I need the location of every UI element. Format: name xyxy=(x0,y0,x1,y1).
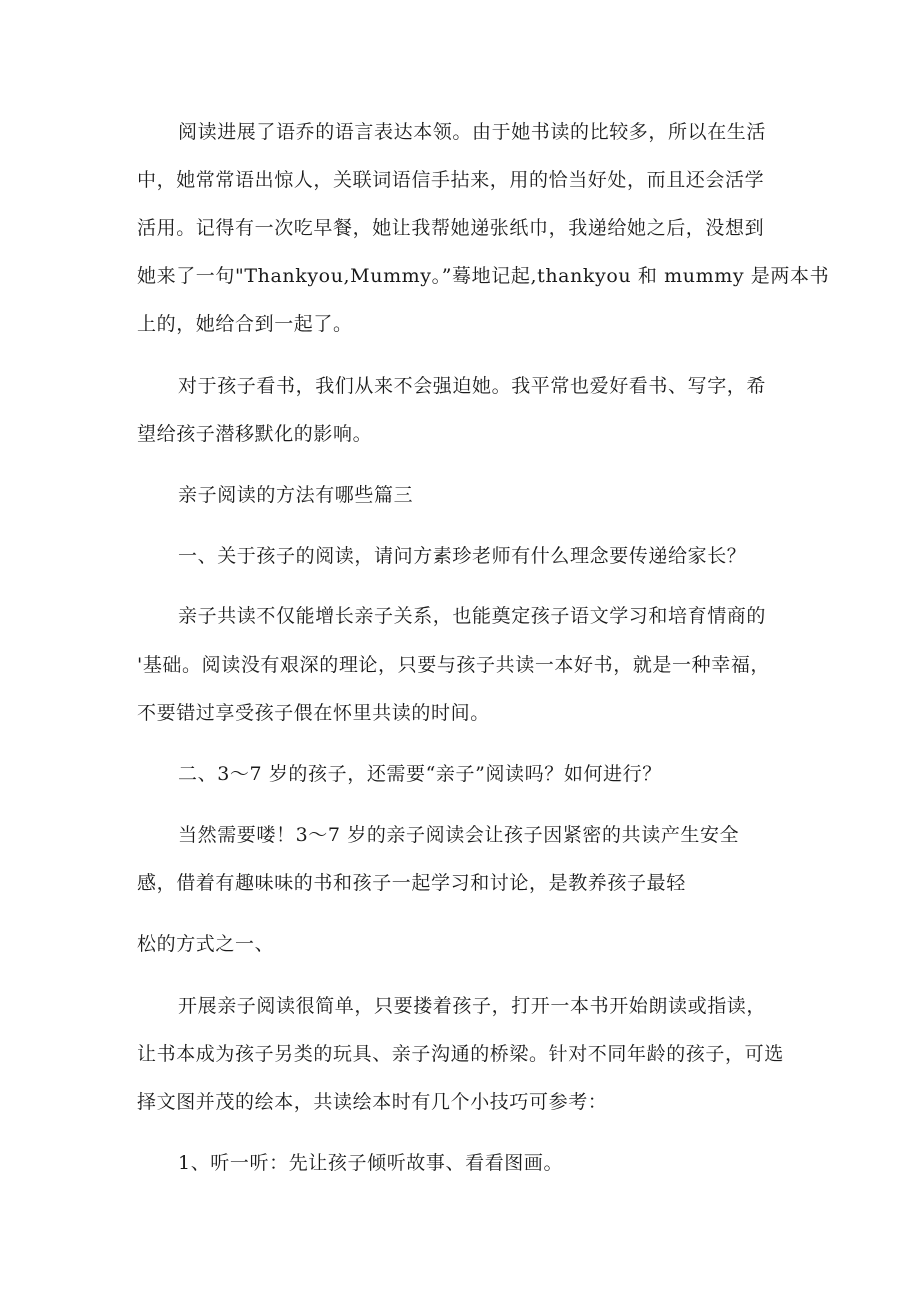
answer-1-line-2: '基础。阅读没有艰深的理论，只要与孩子共读一本好书，就是一种幸福， xyxy=(137,654,771,676)
answer-2-line-1: 当然需要喽！3～7 岁的亲子阅读会让孩子因紧密的共读产生安全 xyxy=(178,824,740,846)
method-line-1: 开展亲子阅读很简单，只要搂着孩子，打开一本书开始朗读或指读， xyxy=(178,995,767,1017)
answer-1-line-1: 亲子共读不仅能增长亲子关系，也能奠定孩子语文学习和培育情商的 xyxy=(178,605,767,627)
paragraph-2-line-1: 对于孩子看书，我们从来不会强迫她。我平常也爱好看书、写字，希 xyxy=(178,375,767,397)
method-line-3: 择文图并茂的绘本，共读绘本时有几个小技巧可参考： xyxy=(137,1091,608,1113)
tip-1: 1、听一听：先让孩子倾听故事、看看图画。 xyxy=(178,1152,564,1174)
question-2: 二、3～7 岁的孩子，还需要“亲子”阅读吗？如何进行？ xyxy=(178,763,662,785)
method-line-2: 让书本成为孩子另类的玩具、亲子沟通的桥梁。针对不同年龄的孩子，可选 xyxy=(137,1043,784,1065)
paragraph-1-line-5: 上的，她给合到一起了。 xyxy=(137,313,353,335)
paragraph-1-line-3: 活用。记得有一次吃早餐，她让我帮她递张纸巾，我递给她之后，没想到 xyxy=(137,217,765,239)
answer-2-line-3: 松的方式之一、 xyxy=(137,933,275,955)
answer-2-line-2: 感，借着有趣味味的书和孩子一起学习和讨论，是教养孩子最轻 xyxy=(137,872,686,894)
answer-1-line-3: 不要错过享受孩子偎在怀里共读的时间。 xyxy=(137,702,490,724)
question-1: 一、关于孩子的阅读，请问方素珍老师有什么理念要传递给家长？ xyxy=(178,545,747,567)
paragraph-1-line-2: 中，她常常语出惊人，关联词语信手拈来，用的恰当好处，而且还会活学 xyxy=(137,169,765,191)
paragraph-1-line-1: 阅读进展了语乔的语言表达本领。由于她书读的比较多，所以在生活 xyxy=(178,121,767,143)
paragraph-1-line-4: 她来了一句"Thankyou,Mummy。”蓦地记起,thankyou 和 mummy 是两本书 xyxy=(137,265,830,287)
section-title: 亲子阅读的方法有哪些篇三 xyxy=(178,484,414,506)
paragraph-2-line-2: 望给孩子潜移默化的影响。 xyxy=(137,423,373,445)
